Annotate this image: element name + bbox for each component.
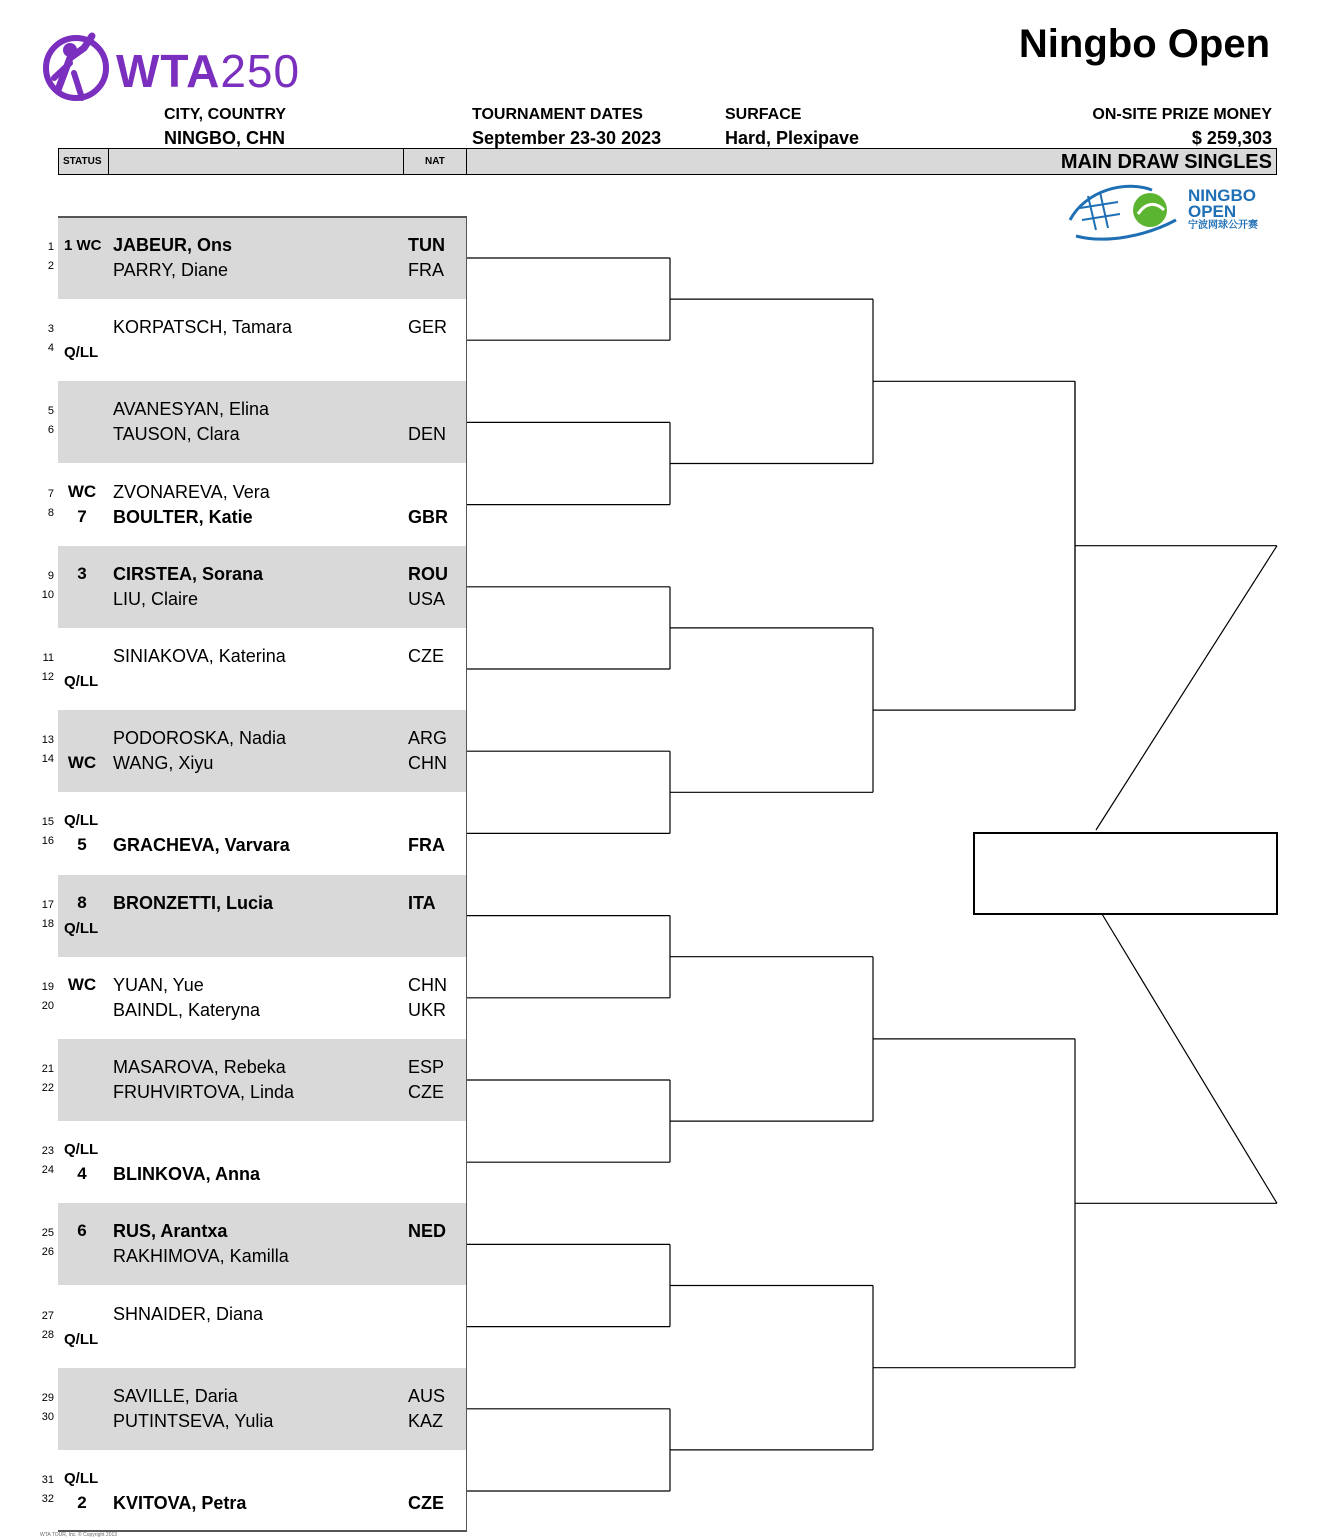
draw-position: 13 [41,734,54,747]
draw-position: 11 [42,652,54,664]
draw-position: 21 [41,1063,54,1075]
player-nationality: UKR [408,999,447,1020]
draw-position: 19 [41,980,54,993]
player-name: SINIAKOVA, Katerina [113,646,286,666]
match-box [58,628,467,710]
player-nationality: ARG [408,728,448,749]
player-nationality: CHN [408,753,447,774]
draw-position: 31 [41,1474,54,1486]
player-status: 4 [77,1164,87,1184]
player-name: SHNAIDER, Diana [113,1303,264,1324]
match-box [58,1286,467,1368]
player-nationality: ITA [408,892,436,913]
draw-position: 5 [47,405,54,418]
player-nationality: CHN [408,974,447,995]
player-status: 1 WC [64,237,102,254]
player-name: AVANESYAN, Elina [113,399,270,420]
player-status: 7 [77,506,87,526]
tournament-title: Ningbo Open [1018,22,1270,66]
draw-bottom-border [58,1530,467,1532]
status-column-header: STATUS [63,156,102,167]
player-name: YUAN, Yue [113,974,204,995]
player-nationality: CZE [408,646,444,666]
player-nationality: ESP [408,1057,445,1077]
wta-logo-text: WTA250 [116,45,301,97]
player-name: PUTINTSEVA, Yulia [113,1410,274,1431]
draw-position: 4 [47,342,54,355]
player-name: BLINKOVA, Anna [113,1164,260,1185]
player-name: BOULTER, Katie [113,506,253,527]
match-box [58,217,467,299]
player-name: SAVILLE, Daria [113,1385,238,1406]
draw-position: 2 [47,260,54,272]
header-divider [403,148,404,175]
match-box [58,1368,467,1450]
player-nationality: FRA [408,835,445,856]
player-name: GRACHEVA, Varvara [113,835,290,856]
draw-position: 7 [47,487,54,500]
match-box [58,875,467,957]
final-line [1096,546,1277,830]
footer-copyright: WTA TOUR, Inc. © Copyright 2013 [40,1532,118,1538]
player-name: RUS, Arantxa [113,1221,228,1242]
player-status: 8 [77,892,87,912]
draw-position: 14 [41,753,54,766]
player-status: WC [67,753,97,773]
draw-right-border [466,216,467,1532]
player-name: BAINDL, Kateryna [113,999,261,1020]
player-name: FRUHVIRTOVA, Linda [113,1082,295,1102]
player-nationality: GBR [408,506,448,527]
player-status: Q/LL [64,673,99,690]
draw-position: 32 [41,1493,54,1505]
draw-position: 10 [41,588,54,601]
draw-position: 15 [41,816,54,829]
player-name: BRONZETTI, Lucia [113,892,274,913]
player-status: Q/LL [64,919,99,937]
ningbo-open-logo-icon [1066,180,1186,244]
player-nationality: KAZ [408,1410,444,1431]
draw-position: 1 [47,241,54,253]
draw-position: 24 [41,1164,54,1177]
draw-position: 25 [41,1227,54,1240]
player-name: KVITOVA, Petra [113,1493,247,1513]
draw-position: 16 [41,835,54,848]
draw-position: 23 [41,1145,54,1158]
player-nationality: CZE [408,1493,444,1513]
dates-label: TOURNAMENT DATES [472,106,643,123]
dates-value: September 23-30 2023 [472,128,662,148]
draw-position: 26 [41,1246,54,1259]
match-box [58,464,467,546]
player-nationality: NED [408,1221,447,1242]
final-line [1102,914,1277,1203]
draw-position: 3 [47,323,54,336]
player-name: KORPATSCH, Tamara [113,317,293,338]
match-box [58,381,467,463]
player-nationality: FRA [408,260,444,280]
header-divider [466,148,467,175]
city-value: NINGBO, CHN [164,128,285,148]
draw-position: 8 [47,506,54,519]
player-name: RAKHIMOVA, Kamilla [113,1246,289,1267]
draw-position: 22 [41,1082,54,1094]
player-name: WANG, Xiyu [113,753,214,774]
player-nationality: ROU [408,563,448,584]
player-name: LIU, Claire [113,588,199,609]
match-box [58,792,467,874]
prize-label: ON-SITE PRIZE MONEY [1092,106,1272,123]
match-box [58,957,467,1039]
player-name: JABEUR, Ons [113,235,233,255]
draw-position: 9 [47,569,54,582]
player-name: PODOROSKA, Nadia [113,728,287,749]
match-box [58,1039,467,1121]
draw-position: 28 [41,1328,54,1341]
draw-title: MAIN DRAW SINGLES [1060,151,1272,173]
player-status: Q/LL [64,812,99,830]
champion-box [973,832,1278,915]
prize-value: $ 259,303 [1191,128,1272,148]
player-status: Q/LL [64,344,99,362]
player-name: PARRY, Diane [113,260,229,280]
player-nationality: GER [408,317,448,338]
match-box [58,299,467,381]
draw-position: 12 [41,671,54,683]
player-status: WC [67,481,97,501]
player-nationality: CZE [408,1082,444,1102]
surface-label: SURFACE [725,106,802,123]
header-divider [108,148,109,175]
player-name: MASAROVA, Rebeka [113,1057,286,1077]
match-box [58,1450,467,1532]
player-name: ZVONAREVA, Vera [113,481,270,502]
player-status: 3 [77,563,87,583]
match-box [58,546,467,628]
draw-position: 18 [41,917,54,930]
player-status: Q/LL [64,1141,99,1159]
city-label: CITY, COUNTRY [164,106,287,123]
player-status: WC [67,974,97,994]
draw-position: 17 [41,898,54,911]
draw-position: 30 [41,1410,54,1423]
match-box [58,1203,467,1285]
player-status: Q/LL [64,1330,99,1348]
match-box [58,1121,467,1203]
player-nationality: DEN [408,424,447,445]
player-nationality: AUS [408,1385,446,1406]
player-status: 5 [77,835,87,855]
draw-top-border [58,216,467,218]
player-status: Q/LL [64,1470,99,1487]
player-status: 6 [77,1221,87,1241]
draw-position: 29 [41,1391,54,1404]
nat-column-header: NAT [425,156,445,167]
surface-value: Hard, Plexipave [725,128,860,148]
match-box [58,710,467,792]
ningbo-open-logo-text: NINGBO OPEN 宁波网球公开赛 [1188,186,1258,231]
draw-position: 27 [41,1309,54,1322]
player-name: TAUSON, Clara [113,424,240,445]
draw-position: 6 [47,424,54,437]
player-name: CIRSTEA, Sorana [113,563,264,584]
player-nationality: USA [408,588,446,609]
player-status: 2 [77,1493,87,1512]
player-nationality: TUN [408,235,445,255]
draw-position: 20 [41,999,54,1012]
